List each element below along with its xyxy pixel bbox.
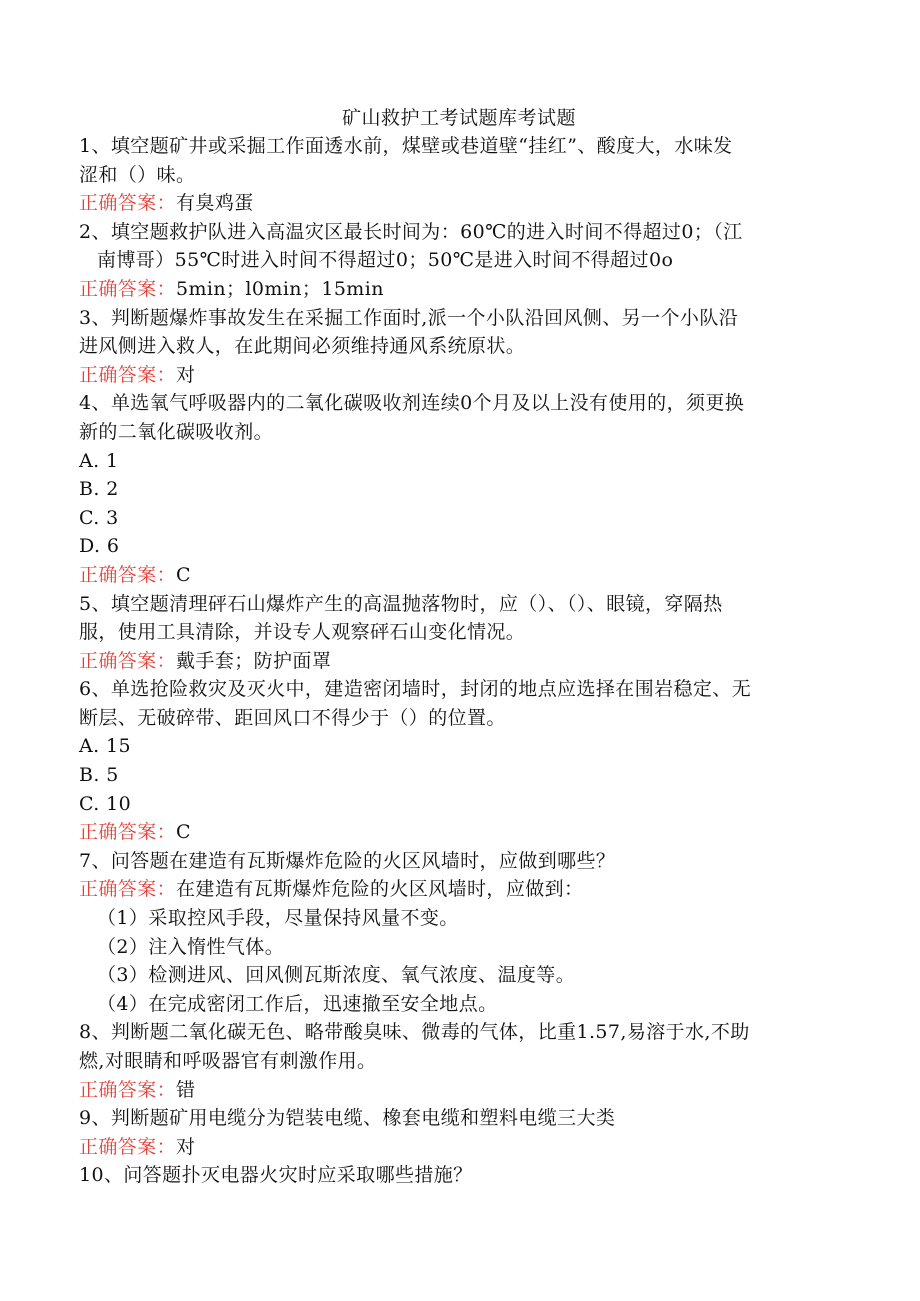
answer-7-point-3: （3）检测进风、回风侧瓦斯浓度、氧气浓度、温度等。: [97, 964, 576, 987]
option-c: C. 3: [79, 506, 119, 529]
answer-7-point-2: （2）注入惰性气体。: [97, 935, 285, 958]
answer-9: [79, 1133, 839, 1162]
answer-3: [79, 361, 839, 390]
answer-label: 正确答案：: [79, 563, 177, 586]
option-d: D. 6: [79, 535, 120, 558]
answer-6: [79, 818, 839, 847]
question-3-line-1: 3、判断题爆炸事故发生在采掘工作面时,派一个小队沿回风侧、另一个小队沿: [79, 306, 739, 329]
question-2-line-2: 南博哥）55℃时进入时间不得超过0；50℃是进入时间不得超过0o: [97, 249, 674, 272]
answer-3-value: 对: [176, 363, 196, 386]
answer-1: [79, 189, 839, 218]
answer-label: 正确答案：: [79, 192, 177, 215]
answer-2: [79, 275, 839, 304]
answer-6-value: C: [176, 821, 191, 844]
option-c: C. 10: [79, 792, 132, 815]
question-6-line-1: 6、单选抢险救灾及灭火中，建造密闭墙时，封闭的地点应选择在围岩稳定、无: [79, 678, 752, 701]
answer-1-value: 有臭鸡蛋: [176, 192, 254, 215]
page-title: 矿山救护工考试题库考试题: [341, 107, 576, 129]
answer-label: 正确答案：: [79, 277, 177, 300]
question-2-line-1: 2、填空题救护队进入高温灾区最长时间为：60℃的进入时间不得超过0；（江: [79, 220, 743, 243]
answer-4: [79, 561, 839, 590]
answer-label: 正确答案：: [79, 821, 177, 844]
option-b: B. 2: [79, 478, 119, 501]
answer-7: [79, 875, 839, 904]
document-page: [79, 104, 839, 1190]
question-8-line-1: 8、判断题二氧化碳无色、略带酸臭味、微毒的气体，比重1.57,易溶于水,不助: [79, 1021, 750, 1044]
option-a: A. 15: [79, 735, 131, 758]
question-10-line-1: 10、问答题扑灭电器火灾时应采取哪些措施？: [79, 1164, 473, 1187]
answer-2-value: 5min；l0min；15min: [176, 277, 384, 300]
answer-7-value: 在建造有瓦斯爆炸危险的火区风墙时，应做到：: [176, 878, 584, 901]
answer-5-value: 戴手套；防护面罩: [176, 649, 332, 672]
answer-label: 正确答案：: [79, 1135, 177, 1158]
answer-9-value: 对: [176, 1135, 196, 1158]
question-8-line-2: 燃,对眼睛和呼吸器官有刺激作用。: [79, 1050, 377, 1072]
answer-8: [79, 1076, 839, 1105]
answer-label: 正确答案：: [79, 363, 177, 386]
question-4-line-2: 新的二氧化碳吸收剂。: [79, 420, 274, 443]
answer-label: 正确答案：: [79, 878, 177, 901]
question-9-line-1: 9、判断题矿用电缆分为铠装电缆、橡套电缆和塑料电缆三大类: [79, 1107, 616, 1130]
answer-label: 正确答案：: [79, 1078, 177, 1101]
answer-7-point-1: （1）采取控风手段，尽量保持风量不变。: [97, 907, 459, 930]
question-1-line-1: 1、填空题矿井或采掘工作面透水前，煤壁或巷道壁“挂红”、酸度大，水味发: [79, 135, 733, 157]
question-3-line-2: 进风侧进入救人，在此期间必须维持通风系统原状。: [79, 335, 526, 358]
answer-label: 正确答案：: [79, 649, 177, 672]
question-7-line-1: 7、问答题在建造有瓦斯爆炸危险的火区风墙时，应做到哪些？: [79, 849, 616, 872]
question-1-line-2: 涩和（）味。: [79, 163, 196, 186]
option-b: B. 5: [79, 764, 119, 787]
question-4-line-1: 4、单选氧气呼吸器内的二氧化碳吸收剂连续0个月及以上没有使用的，须更换: [79, 392, 745, 415]
question-5-line-1: 5、填空题清理砰石山爆炸产生的高温抛落物时，应（）、（）、眼镜，穿隔热: [79, 592, 723, 615]
answer-7-point-4: （4）在完成密闭工作后，迅速撤至安全地点。: [97, 992, 498, 1015]
answer-4-value: C: [176, 563, 191, 586]
answer-8-value: 错: [176, 1078, 196, 1101]
question-6-line-2: 断层、无破碎带、距回风口不得少于（）的位置。: [79, 706, 506, 729]
option-a: A. 1: [79, 449, 119, 472]
answer-5: [79, 647, 839, 676]
question-5-line-2: 服，使用工具清除，并设专人观察砰石山变化情况。: [79, 621, 526, 644]
